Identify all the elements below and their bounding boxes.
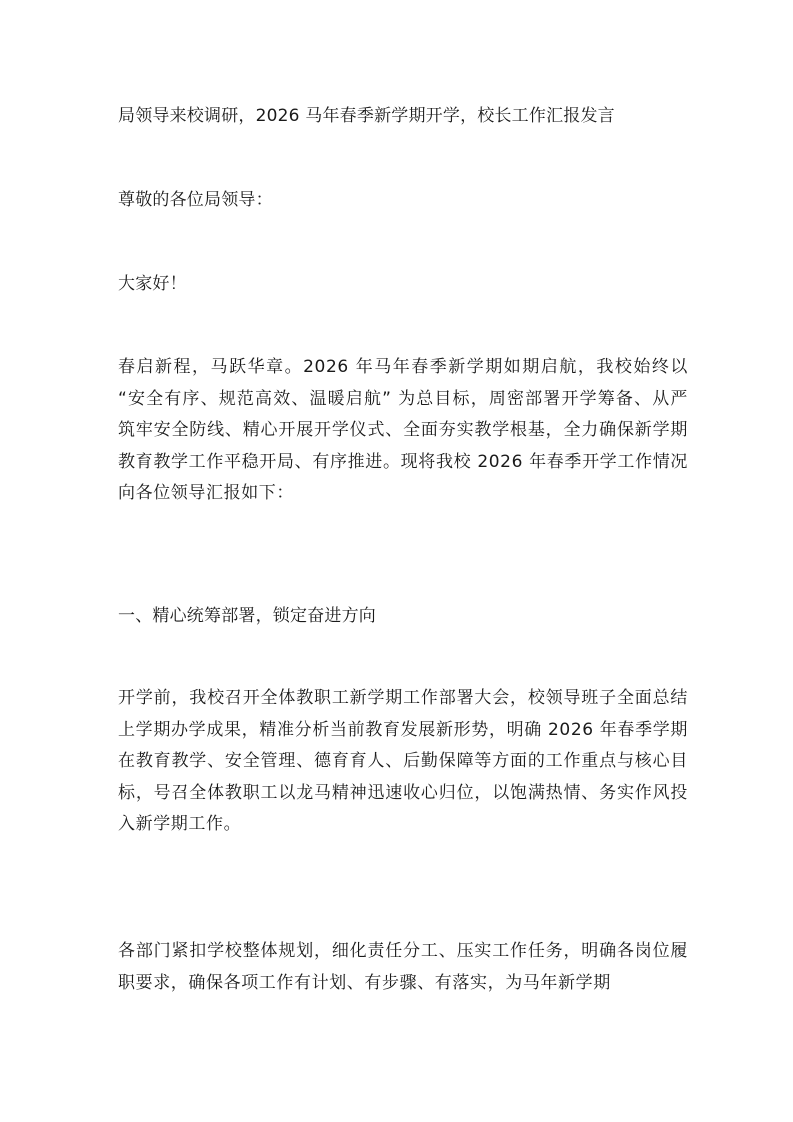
section-heading: 一、精心统筹部署，锁定奋进方向 bbox=[118, 606, 376, 626]
paragraph-departments: 各部门紧扣学校整体规划，细化责任分工、压实工作任务，明确各岗位履职要求，确保各项工作有计划、有步骤、有落实，为马年新学期 bbox=[118, 941, 688, 993]
paragraph-intro: 春启新程，马跃华章。2026 年马年春季新学期如期启航，我校始终以 “安全有序、规范高效、温暖启航” 为总目标，周密部署开学筹备、从严筑牢安全防线、精心开展开学仪式、全面夯实教学根基，全力确保新学期教育教学工作平稳开局、有序推进。现将我校 2026 年春季开学工作情况向各位领导汇报如下： bbox=[118, 357, 688, 503]
paragraph-deployment: 开学前，我校召开全体教职工新学期工作部署大会，校领导班子全面总结上学期办学成果，精准分析当前教育发展新形势，明确 2026 年春季学期在教育教学、安全管理、德育育人、后勤保障等方面的工作重点与核心目标，号召全体教职工以龙马精神迅速收心归位，以饱满热情、务实作风投入新学期工作。 bbox=[118, 688, 688, 834]
greeting: 大家好！ bbox=[118, 274, 187, 294]
salutation: 尊敬的各位局领导： bbox=[118, 190, 273, 210]
document-title: 局领导来校调研，2026 马年春季新学期开学，校长工作汇报发言 bbox=[118, 106, 615, 126]
